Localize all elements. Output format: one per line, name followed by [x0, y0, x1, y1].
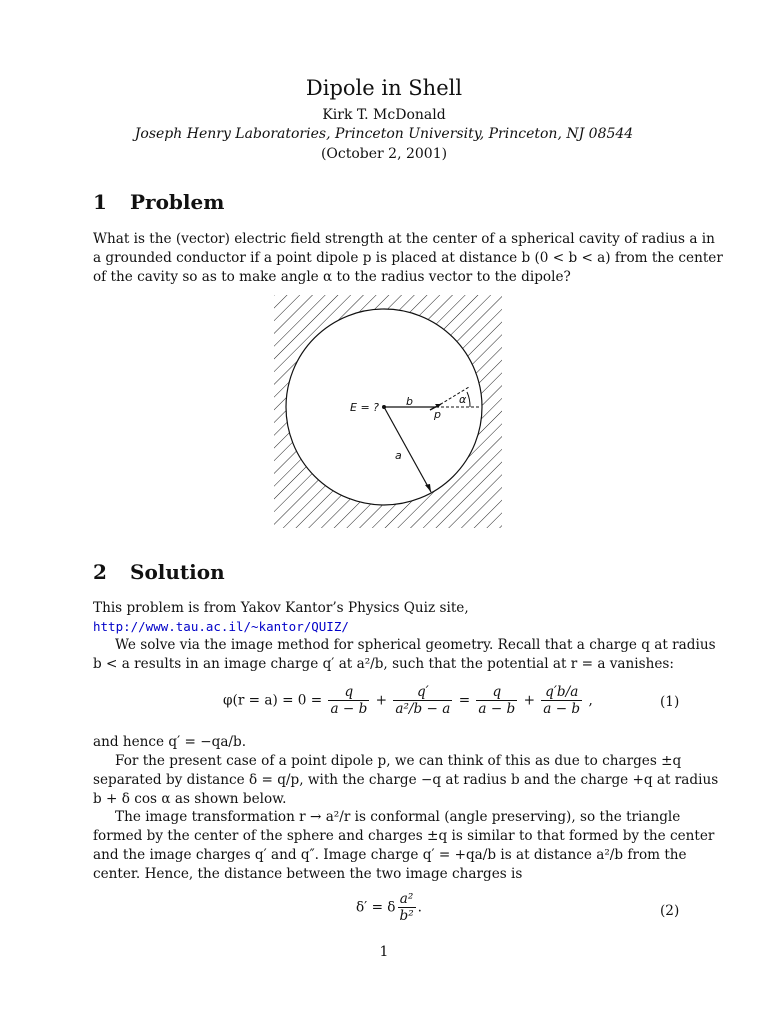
eq1-fraction-2: $\frac{q'}{\text{a²/b − a}}$ [395, 684, 451, 717]
label-b: b [406, 395, 413, 408]
eq1-comma: , [588, 692, 593, 709]
problem-line-1: What is the (vector) electric field strength at the center of a spherical cavity of radius a in [93, 231, 715, 247]
after-equation-1: and hence q′ = −qa/b. [93, 734, 247, 750]
eq2-period: . [417, 899, 422, 916]
problem-line-2: a grounded conductor if a point dipole p is placed at distance b (0 < b < a) from the center [93, 250, 723, 266]
section-number: 1 [93, 190, 107, 214]
author-affiliation: Joseph Henry Laboratories, Princeton University, Princeton, NJ 08544 [134, 126, 634, 142]
paragraph2-line2: separated by distance δ = q/p, with the charge −q at radius b and the charge +q at radius [93, 772, 719, 788]
page-number: 1 [379, 944, 389, 960]
section-number: 2 [93, 560, 107, 584]
label-E: E = ? [350, 401, 379, 414]
eq1-equals: = [458, 692, 471, 709]
paragraph3-line1: The image transformation r → a²/r is conformal (angle preserving), so the triangle [115, 809, 681, 825]
paragraph2-line3: b + δ cos α as shown below. [93, 791, 287, 807]
dipole-in-cavity-figure [274, 295, 502, 528]
label-a: a [395, 449, 402, 462]
eq1-fraction-1: $\frac{q}{a - b}$ [330, 684, 368, 717]
url-line [93, 618, 349, 637]
problem-line-3: of the cavity so as to make angle α to the radius vector to the dipole? [93, 269, 571, 285]
equation-1-number: (1) [660, 694, 680, 710]
eq2-fraction: $\frac{\text{a²}}{\text{b²}}$ [399, 891, 414, 924]
equation-2 [356, 891, 422, 924]
section-heading-problem [93, 190, 224, 214]
paragraph2-line1: For the present case of a point dipole p, we can think of this as due to charges ±q [115, 753, 682, 769]
equation-1 [223, 684, 593, 717]
quiz-site-link[interactable]: http://www.tau.ac.il/~kantor/QUIZ/ [93, 619, 349, 634]
eq1-lhs: φ(r = a) = 0 = [223, 692, 323, 709]
eq1-plus: + [523, 692, 535, 709]
equation-2-number: (2) [660, 903, 680, 919]
section-heading-solution [93, 560, 225, 584]
paragraph3-line2: formed by the center of the sphere and charges ±q is similar to that formed by the center [93, 828, 715, 844]
section-title: Problem [130, 190, 225, 214]
eq1-fraction-3: $\frac{q}{a - b}$ [478, 684, 516, 717]
paragraph3-line3: and the image charges q′ and q″. Image charge q′ = +qa/b is at distance a²/b from the [93, 847, 687, 863]
paragraph1-line2: b < a results in an image charge q′ at a²/b, such that the potential at r = a vanishes: [93, 656, 674, 672]
paper-title: Dipole in Shell [305, 76, 463, 100]
paragraph1-line1: We solve via the image method for spherical geometry. Recall that a charge q at radius [115, 637, 716, 653]
section-title: Solution [130, 560, 225, 584]
label-p: p [434, 408, 441, 421]
paper-date: (October 2, 2001) [320, 146, 448, 162]
solution-intro: This problem is from Yakov Kantor’s Physics Quiz site, [93, 600, 469, 616]
label-alpha: α [459, 393, 467, 406]
author-name: Kirk T. McDonald [322, 107, 446, 123]
eq2-lhs: δ′ = δ [356, 899, 396, 916]
eq1-fraction-4: $\frac{q'b/a}{a - b}$ [543, 684, 581, 717]
eq1-plus: + [375, 692, 388, 709]
paragraph3-line4: center. Hence, the distance between the two image charges is [93, 866, 523, 882]
